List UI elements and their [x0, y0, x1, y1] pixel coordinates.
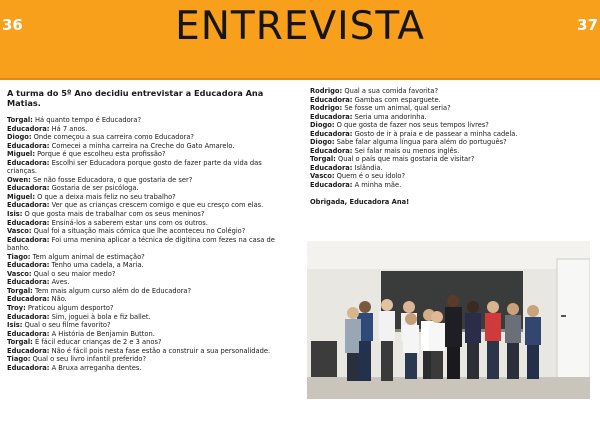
speaker-name: Tiago:	[7, 252, 31, 261]
intro-text: A turma do 5º Ano decidiu entrevistar a Educadora Ana Matias.	[7, 88, 264, 108]
interview-line	[7, 313, 297, 322]
line-text: É fácil educar crianças de 2 e 3 anos?	[32, 338, 162, 347]
line-text: Sabe falar alguma língua para além do português?	[334, 138, 507, 147]
interview-line	[7, 167, 297, 176]
interview-line	[7, 236, 297, 245]
speaker-name: Miguel:	[7, 150, 35, 159]
speaker-name: Educadora:	[7, 141, 50, 150]
page-title: ENTREVISTA	[175, 4, 425, 49]
interview-column-right	[310, 87, 598, 206]
speaker-name: Educadora:	[310, 95, 353, 104]
speaker-name: Educadora:	[7, 124, 50, 133]
line-text: Gambas com esparguete.	[352, 95, 441, 104]
interview-line	[310, 130, 598, 139]
interview-line	[7, 125, 297, 134]
interview-line	[7, 210, 297, 219]
interview-line	[7, 227, 297, 236]
line-text: Se não fosse Educadora, o que gostaria de ser?	[30, 175, 193, 184]
line-text: banho.	[7, 244, 30, 253]
page-number-left: 36	[2, 16, 23, 34]
interview-line	[7, 355, 297, 364]
line-text: Qual o seu livro infantil preferido?	[30, 355, 146, 364]
line-text: Há quanto tempo é Educadora?	[32, 116, 142, 124]
line-text: A Bruxa arreganha dentes.	[49, 363, 142, 372]
interview-line	[7, 287, 297, 296]
interview-line	[7, 278, 297, 287]
interview-line	[310, 87, 598, 96]
interview-line	[7, 364, 297, 373]
line-text: O que a deixa mais feliz no seu trabalho?	[35, 192, 176, 201]
line-text: Sei falar mais ou menos inglês.	[352, 146, 460, 155]
speaker-name: Diogo:	[310, 121, 335, 130]
interview-line	[7, 338, 297, 347]
line-text: Tem algum animal de estimação?	[30, 252, 145, 261]
line-text: Sim, joguei à bola e fiz ballet.	[49, 312, 151, 321]
speaker-name: Rodrigo:	[310, 104, 343, 113]
interview-line	[310, 113, 598, 122]
interview-line	[7, 159, 297, 168]
interview-line	[7, 201, 297, 210]
speaker-name: Torgal:	[7, 338, 33, 347]
page-number-right: 37	[577, 16, 598, 34]
line-text: Há 7 anos.	[49, 124, 88, 133]
line-text: Tem mais algum curso além do de Educadora?	[32, 286, 192, 295]
line-text: Qual o seu filme favorito?	[22, 321, 111, 330]
line-text: Escolhi ser Educadora porque gosto de fazer parte da vida das	[49, 158, 262, 167]
interview-line	[310, 164, 598, 173]
line-text: Islândia.	[352, 163, 383, 172]
line-text: Ensiná-los a saberem estar uns com os outros.	[49, 218, 208, 227]
speaker-name: Torgal:	[7, 286, 33, 295]
interview-line	[7, 261, 297, 270]
speaker-name: Torgal:	[310, 155, 336, 164]
interview-line	[7, 219, 297, 228]
line-text: Se fosse um animal, qual seria?	[342, 104, 451, 113]
interview-line	[7, 150, 297, 159]
interview-line	[7, 184, 297, 193]
line-text: Qual o país que mais gostaria de visitar?	[335, 155, 475, 164]
interview-line	[7, 142, 297, 151]
speaker-name: Educadora:	[7, 201, 50, 210]
line-text: Comecei a minha carreira na Creche do Gato Amarelo.	[49, 141, 235, 150]
line-text: Seria uma andorinha.	[352, 112, 427, 121]
interview-line	[7, 193, 297, 202]
interview-line	[7, 295, 297, 304]
speaker-name: Educadora:	[310, 181, 353, 190]
speaker-name: Vasco:	[7, 269, 32, 278]
class-photo	[307, 241, 590, 399]
line-text: Praticou algum desporto?	[25, 304, 114, 313]
speaker-name: Educadora:	[7, 295, 50, 304]
speaker-name: Educadora:	[7, 158, 50, 167]
speaker-name: Vasco:	[310, 172, 335, 181]
interview-line	[310, 104, 598, 113]
signoff: Obrigada, Educadora Ana!	[310, 197, 410, 206]
interview-line	[310, 147, 598, 156]
line-text: Não.	[49, 295, 67, 304]
line-text: Quem é o seu ídolo?	[334, 172, 406, 181]
line-text: Tenho uma cadela, a Maria.	[49, 261, 144, 270]
line-text: Onde começou a sua carreira como Educadora?	[31, 133, 194, 142]
line-text: Foi uma menina aplicar a técnica de digitina com fezes na casa de	[49, 235, 275, 244]
line-text: Gostaria de ser psicóloga.	[49, 184, 139, 193]
interview-line	[7, 330, 297, 339]
interview-line	[7, 176, 297, 185]
speaker-name: Diogo:	[7, 133, 32, 142]
speaker-name: Torgal:	[7, 116, 33, 124]
speaker-name: Owen:	[7, 175, 31, 184]
interview-line	[310, 121, 598, 130]
line-text: Não é fácil pois nesta fase estão a construir a sua personalidade.	[49, 346, 271, 355]
line-text: Gosto de ir à praia e de passear a minha cadela.	[352, 129, 518, 138]
interview-line	[7, 347, 297, 356]
line-text: Aves.	[49, 278, 70, 287]
header-rule	[0, 78, 600, 80]
speaker-name: Troy:	[7, 304, 26, 313]
interview-line	[310, 155, 598, 164]
speaker-name: Educadora:	[7, 346, 50, 355]
line-text: Qual a sua comida favorita?	[342, 87, 439, 95]
line-text: A História de Benjamin Button.	[49, 329, 155, 338]
speaker-name: Diogo:	[310, 138, 335, 147]
interview-line	[310, 96, 598, 105]
speaker-name: Educadora:	[7, 184, 50, 193]
speaker-name: Educadora:	[7, 218, 50, 227]
line-text: crianças.	[7, 167, 38, 176]
speaker-name: Educadora:	[310, 129, 353, 138]
speaker-name: Miguel:	[7, 192, 35, 201]
speaker-name: Educadora:	[7, 329, 50, 338]
interview-line	[310, 138, 598, 147]
speaker-name: Educadora:	[7, 261, 50, 270]
line-text: O que gosta mais de trabalhar com os seus meninos?	[22, 210, 205, 219]
line-text: Qual o seu maior medo?	[31, 269, 116, 278]
line-text: Porque é que escolheu esta profissão?	[35, 150, 166, 159]
interview-line	[7, 253, 297, 262]
interview-line	[7, 244, 297, 253]
interview-line	[7, 304, 297, 313]
interview-line	[7, 116, 297, 125]
speaker-name: Tiago:	[7, 355, 31, 364]
speaker-name: Educadora:	[310, 146, 353, 155]
speaker-name: Isis:	[7, 210, 23, 219]
interview-column-left	[7, 116, 297, 372]
interview-line	[7, 321, 297, 330]
interview-line	[7, 133, 297, 142]
speaker-name: Rodrigo:	[310, 87, 343, 95]
speaker-name: Educadora:	[7, 363, 50, 372]
speaker-name: Isis:	[7, 321, 23, 330]
speaker-name: Educadora:	[7, 312, 50, 321]
interview-line	[310, 172, 598, 181]
interview-line	[7, 270, 297, 279]
speaker-name: Educadora:	[310, 163, 353, 172]
speaker-name: Educadora:	[7, 235, 50, 244]
speaker-name: Educadora:	[7, 278, 50, 287]
line-text: O que gosta de fazer nos seus tempos livres?	[334, 121, 489, 130]
interview-line	[310, 181, 598, 190]
speaker-name: Educadora:	[310, 112, 353, 121]
speaker-name: Vasco:	[7, 227, 32, 236]
line-text: A minha mãe.	[352, 181, 402, 190]
line-text: Ver que as crianças crescem comigo e que eu cresço com elas.	[49, 201, 264, 210]
line-text: Qual foi a situação mais cómica que lhe aconteceu no Colégio?	[31, 227, 246, 236]
